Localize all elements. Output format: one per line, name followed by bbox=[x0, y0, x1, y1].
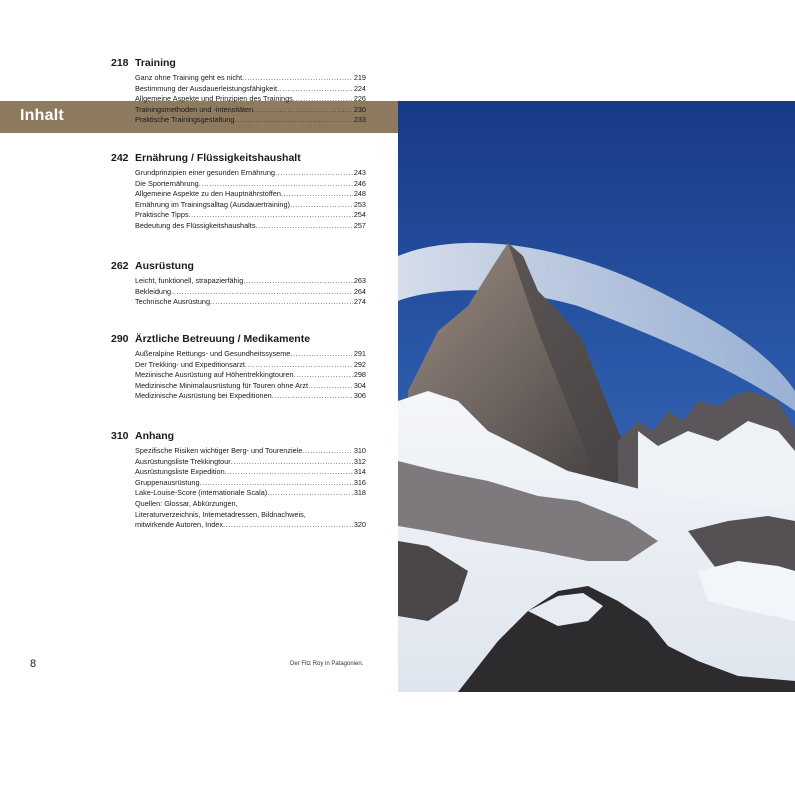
entry-page-number: 291 bbox=[353, 349, 366, 358]
entry-page-number: 248 bbox=[353, 189, 366, 199]
toc-entry bbox=[135, 84, 366, 95]
toc-entry bbox=[135, 168, 366, 179]
entry-title: Technische Ausrüstung bbox=[135, 297, 211, 307]
dot-leader bbox=[231, 457, 353, 468]
entry-page-number: 263 bbox=[353, 276, 366, 285]
toc-entry bbox=[135, 478, 366, 489]
entry-page-number: 304 bbox=[353, 380, 366, 390]
toc-section bbox=[111, 333, 366, 402]
entry-title: Außeralpine Rettungs- und Gesundheitssyseme bbox=[135, 349, 291, 358]
dot-leader bbox=[267, 488, 353, 499]
entry-list bbox=[111, 276, 366, 308]
entry-page-number: 298 bbox=[353, 370, 366, 380]
entry-page-number: 246 bbox=[353, 178, 366, 188]
section-heading bbox=[111, 152, 366, 166]
entry-title: Ernährung im Trainingsalltag (Ausdauertraining) bbox=[135, 199, 290, 209]
toc-section bbox=[111, 430, 366, 531]
dot-leader bbox=[293, 94, 353, 105]
entry-title: Bestimmung der Ausdauerleistungsfähigkeit bbox=[135, 83, 277, 93]
entry-title: Allgemeine Aspekte zu den Hauptnährstoffen bbox=[135, 189, 281, 199]
toc-entry bbox=[135, 115, 366, 126]
toc-entry bbox=[135, 510, 366, 521]
toc-entry bbox=[135, 457, 366, 468]
toc-entry bbox=[135, 391, 366, 402]
toc-entry bbox=[135, 297, 366, 308]
entry-title: Medizinische Minimalausrüstung für Touren ohne Arzt bbox=[135, 380, 309, 390]
entry-title: Der Trekking- und Expeditionsarzt bbox=[135, 359, 245, 369]
toc-entry bbox=[135, 488, 366, 499]
entry-page-number: 224 bbox=[353, 83, 366, 93]
section-page-number: 262 bbox=[111, 260, 129, 272]
section-heading bbox=[111, 57, 366, 71]
entry-title: Leicht, funktionell, strapazierfähig bbox=[135, 276, 244, 285]
entry-title: Lake-Louise-Score (internationale Scala) bbox=[135, 488, 268, 498]
entry-title: mitwirkende Autoren, Index bbox=[135, 520, 224, 530]
dot-leader bbox=[290, 349, 352, 360]
entry-page-number: 254 bbox=[353, 210, 366, 220]
entry-title: Praktische Trainingsgestaltung bbox=[135, 115, 235, 125]
entry-title: Ganz ohne Training geht es nicht bbox=[135, 73, 243, 82]
entry-title: Ausrüstungsliste Expedition bbox=[135, 467, 225, 477]
entry-title: Bekleidung bbox=[135, 286, 172, 296]
toc-entry bbox=[135, 499, 366, 510]
page-number: 8 bbox=[30, 658, 37, 670]
toc-section bbox=[111, 152, 366, 232]
entry-page-number: 318 bbox=[353, 488, 366, 498]
section-title: Anhang bbox=[135, 430, 175, 442]
toc-section bbox=[111, 57, 366, 126]
entry-title: Ausrüstungsliste Trekkingtour bbox=[135, 456, 231, 466]
section-page-number: 290 bbox=[111, 333, 129, 345]
dot-leader bbox=[242, 73, 353, 84]
section-title: Training bbox=[135, 57, 176, 69]
toc-entry bbox=[135, 94, 366, 105]
entry-page-number: 310 bbox=[353, 446, 366, 455]
toc-entry bbox=[135, 381, 366, 392]
dot-leader bbox=[290, 200, 353, 211]
mountain-photo bbox=[398, 101, 795, 692]
toc-entry bbox=[135, 105, 366, 116]
entry-page-number: 264 bbox=[353, 286, 366, 296]
toc-section bbox=[111, 260, 366, 308]
dot-leader bbox=[234, 115, 352, 126]
entry-list bbox=[111, 446, 366, 531]
section-page-number: 218 bbox=[111, 57, 129, 69]
entry-page-number: 314 bbox=[353, 467, 366, 477]
dot-leader bbox=[210, 297, 353, 308]
toc-entry bbox=[135, 467, 366, 478]
section-title: Ausrüstung bbox=[135, 260, 194, 272]
dot-leader bbox=[225, 467, 353, 478]
section-heading bbox=[111, 430, 366, 444]
section-page-number: 242 bbox=[111, 152, 129, 164]
dot-leader bbox=[200, 478, 353, 489]
dot-leader bbox=[223, 520, 353, 531]
toc-entry bbox=[135, 520, 366, 531]
section-heading bbox=[111, 260, 366, 274]
entry-page-number: 233 bbox=[353, 115, 366, 125]
entry-page-number: 292 bbox=[353, 359, 366, 369]
page-title: Inhalt bbox=[20, 107, 64, 124]
section-title: Ernährung / Flüssigkeitshaushalt bbox=[135, 152, 301, 164]
fitz-roy-illustration bbox=[398, 101, 795, 692]
dot-leader bbox=[243, 276, 353, 287]
dot-leader bbox=[275, 168, 353, 179]
toc-entry bbox=[135, 179, 366, 190]
entry-title: Trainingsmethoden und -intensitäten bbox=[135, 104, 254, 114]
toc-entry bbox=[135, 221, 366, 232]
toc-entry bbox=[135, 276, 366, 287]
section-title: Ärztliche Betreuung / Medikamente bbox=[135, 333, 311, 345]
dot-leader bbox=[199, 179, 353, 190]
entry-title: Gruppenausrüstung bbox=[135, 477, 200, 487]
entry-page-number: 316 bbox=[353, 477, 366, 487]
dot-leader bbox=[294, 370, 353, 381]
section-heading bbox=[111, 333, 366, 347]
entry-list bbox=[111, 349, 366, 402]
entry-title: Medizinische Ausrüstung bei Expeditionen bbox=[135, 391, 272, 401]
entry-page-number: 219 bbox=[353, 73, 366, 82]
entry-list bbox=[111, 168, 366, 232]
entry-title: Grundprinzipien einer gesunden Ernährung bbox=[135, 168, 275, 177]
entry-list bbox=[111, 73, 366, 126]
dot-leader bbox=[189, 210, 353, 221]
toc-entry bbox=[135, 287, 366, 298]
toc-entry bbox=[135, 189, 366, 200]
toc-entry bbox=[135, 73, 366, 84]
entry-page-number: 226 bbox=[353, 94, 366, 104]
entry-title: Spezifische Risiken wichtiger Berg- und Tourenziele bbox=[135, 446, 303, 455]
toc-entry bbox=[135, 446, 366, 457]
entry-title: Meziinische Ausrüstung auf Höhentrekkingtouren bbox=[135, 370, 294, 380]
entry-page-number: 306 bbox=[353, 391, 366, 401]
entry-title: Quellen: Glossar, Abkürzungen, bbox=[135, 498, 238, 508]
section-page-number: 310 bbox=[111, 430, 129, 442]
toc-entry bbox=[135, 349, 366, 360]
dot-leader bbox=[277, 84, 353, 95]
toc-entry bbox=[135, 360, 366, 371]
dot-leader bbox=[272, 391, 353, 402]
entry-page-number: 230 bbox=[353, 104, 366, 114]
photo-caption: Der Fitz Roy in Patagonien. bbox=[290, 661, 364, 667]
dot-leader bbox=[302, 446, 352, 457]
dot-leader bbox=[281, 189, 353, 200]
dot-leader bbox=[308, 381, 353, 392]
dot-leader bbox=[245, 360, 353, 371]
entry-title: Allgemeine Aspekte und Prinzipien des Trainings bbox=[135, 94, 293, 104]
entry-page-number: 257 bbox=[353, 220, 366, 230]
entry-page-number: 274 bbox=[353, 297, 366, 307]
entry-page-number: 320 bbox=[353, 520, 366, 530]
entry-title: Praktische Tipps bbox=[135, 210, 189, 220]
entry-title: Literaturverzeichnis, Internetadressen, Bildnachweis, bbox=[135, 509, 306, 519]
dot-leader bbox=[171, 287, 353, 298]
entry-title: Bedeutung des Flüssigkeitshaushalts bbox=[135, 220, 256, 230]
dot-leader bbox=[253, 105, 353, 116]
toc-entry bbox=[135, 210, 366, 221]
entry-page-number: 253 bbox=[353, 199, 366, 209]
entry-page-number: 312 bbox=[353, 456, 366, 466]
entry-page-number: 243 bbox=[353, 168, 366, 177]
entry-title: Die Sporternährung bbox=[135, 178, 199, 188]
toc-entry bbox=[135, 200, 366, 211]
toc-entry bbox=[135, 370, 366, 381]
dot-leader bbox=[255, 221, 352, 232]
